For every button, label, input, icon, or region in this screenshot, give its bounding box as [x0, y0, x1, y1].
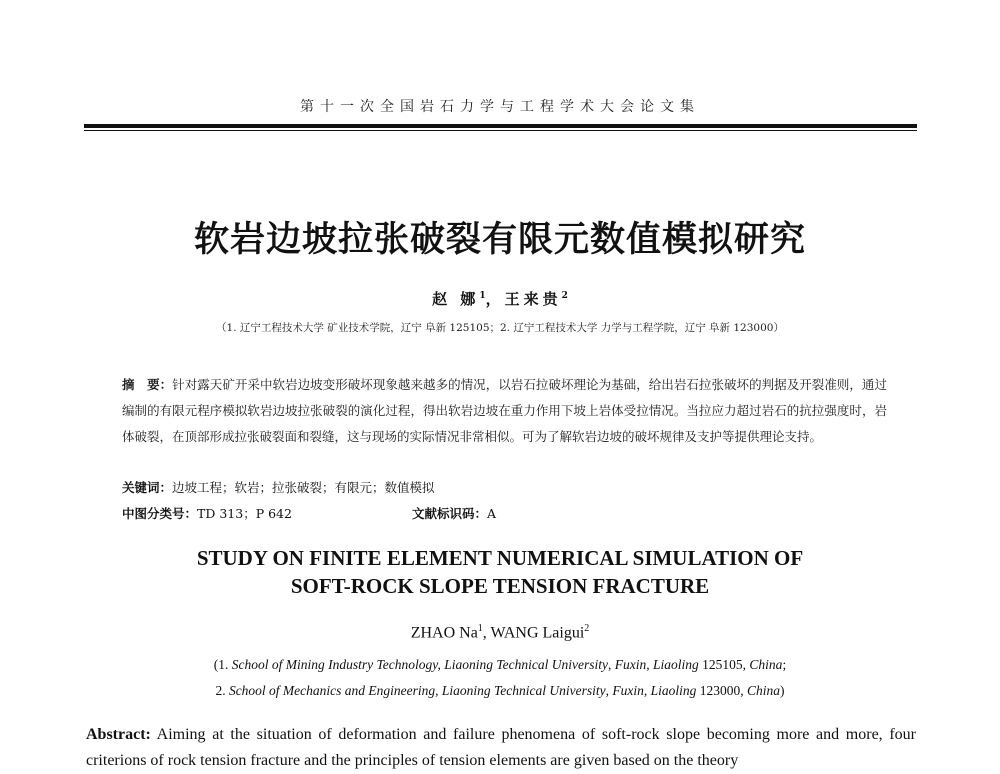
affil-1-number: (1.: [213, 657, 232, 672]
affil-2-end: ): [780, 683, 785, 698]
header-rule-thin: [84, 130, 917, 131]
authors-english: [0, 623, 1000, 642]
author-separator-en: ,: [482, 624, 491, 642]
classification-number: [122, 504, 292, 522]
affil-1-country: China: [749, 657, 783, 672]
classification-label: 中图分类号：: [122, 506, 198, 521]
affil-1-institution: School of Mining Industry Technology, Liaoning Technical University: [231, 657, 609, 672]
author-2-affil-mark-en: 2: [584, 623, 590, 634]
affil-2-country: China: [747, 683, 781, 698]
affil-1-separator-2: ,: [646, 657, 654, 672]
classification-value: TD 313；P 642: [197, 506, 292, 521]
affil-2-postcode: 123000,: [696, 683, 748, 698]
header-rule-thick: [84, 124, 917, 128]
affil-1-city: Fuxin: [614, 657, 647, 672]
affiliations-english: [0, 652, 1000, 704]
paper-title-chinese: 软岩边坡拉张破裂有限元数值模拟研究: [193, 220, 806, 260]
title-en-line-2: SOFT-ROCK SLOPE TENSION FRACTURE: [290, 574, 710, 598]
author-2-name-cn: 王来贵: [504, 290, 562, 308]
affil-1-end: ;: [782, 657, 787, 672]
affil-2-city: Fuxin: [612, 683, 644, 698]
abstract-label-cn: 摘 要：: [122, 377, 173, 392]
running-header: 第十一次全国岩石力学与工程学术大会论文集: [300, 99, 700, 115]
affiliations-chinese: （1. 辽宁工程技术大学 矿业技术学院，辽宁 阜新 125105；2. 辽宁工程技术大学 力学与工程学院，辽宁 阜新 123000）: [216, 322, 784, 334]
keywords-text-cn: 边坡工程；软岩；拉张破裂；有限元；数值模拟: [172, 480, 435, 495]
affil-2-separator: ,: [605, 683, 613, 698]
author-2-affil-mark-cn: 2: [561, 291, 568, 301]
affil-1-separator: ,: [608, 657, 615, 672]
author-1-affil-mark-cn: 1: [479, 291, 486, 301]
author-separator-cn: ，: [485, 290, 505, 308]
document-code-value: A: [487, 506, 497, 521]
author-1-name-cn: 赵 娜: [432, 290, 480, 308]
author-2-name-en: WANG Laigui: [490, 624, 585, 642]
affiliation-en-2: [0, 678, 1000, 704]
authors-chinese: [0, 288, 1000, 309]
keywords-label-cn: 关键词：: [122, 480, 173, 495]
title-en-line-1: STUDY ON FINITE ELEMENT NUMERICAL SIMULATION OF: [196, 546, 804, 570]
author-1-affil-mark-en: 1: [477, 623, 483, 634]
affil-1-postcode: 125105,: [698, 657, 750, 672]
document-code-label: 文献标识码：: [412, 506, 488, 521]
abstract-english: [86, 722, 916, 774]
abstract-chinese: [122, 372, 887, 450]
affil-1-province: Liaoling: [653, 657, 699, 672]
affiliation-en-1: [0, 652, 1000, 678]
affil-2-province: Liaoling: [650, 683, 697, 698]
affil-2-institution: School of Mechanics and Engineering, Liaoning Technical University: [228, 683, 606, 698]
affil-2-number: 2.: [215, 683, 229, 698]
abstract-label-en: Abstract:: [86, 726, 151, 743]
abstract-text-cn: 针对露天矿开采中软岩边坡变形破坏现象越来越多的情况，以岩石拉破坏理论为基础，给出岩石拉张破坏的判据及开裂准则，通过编制的有限元程序模拟软岩边坡拉张破裂的演化过程，得出软岩边坡在重力作用下坡上岩体受拉情况。当拉应力超过岩石的抗拉强度时，岩体破裂，在顶部形成拉张破裂面和裂缝，这与现场的实际情况非常相似。可为了解软岩边坡的破坏规律及支护等提供理论支持。: [122, 377, 887, 444]
keywords-chinese: [122, 478, 435, 496]
document-code: [412, 504, 496, 522]
affil-2-separator-2: ,: [643, 683, 651, 698]
author-1-name-en: ZHAO Na: [410, 624, 478, 642]
paper-title-english: [0, 544, 1000, 600]
abstract-text-en: Aiming at the situation of deformation and failure phenomena of soft-rock slope becoming more and more, four criterions of rock tension fracture and the principles of tension elements are given based on the theory: [86, 726, 916, 769]
